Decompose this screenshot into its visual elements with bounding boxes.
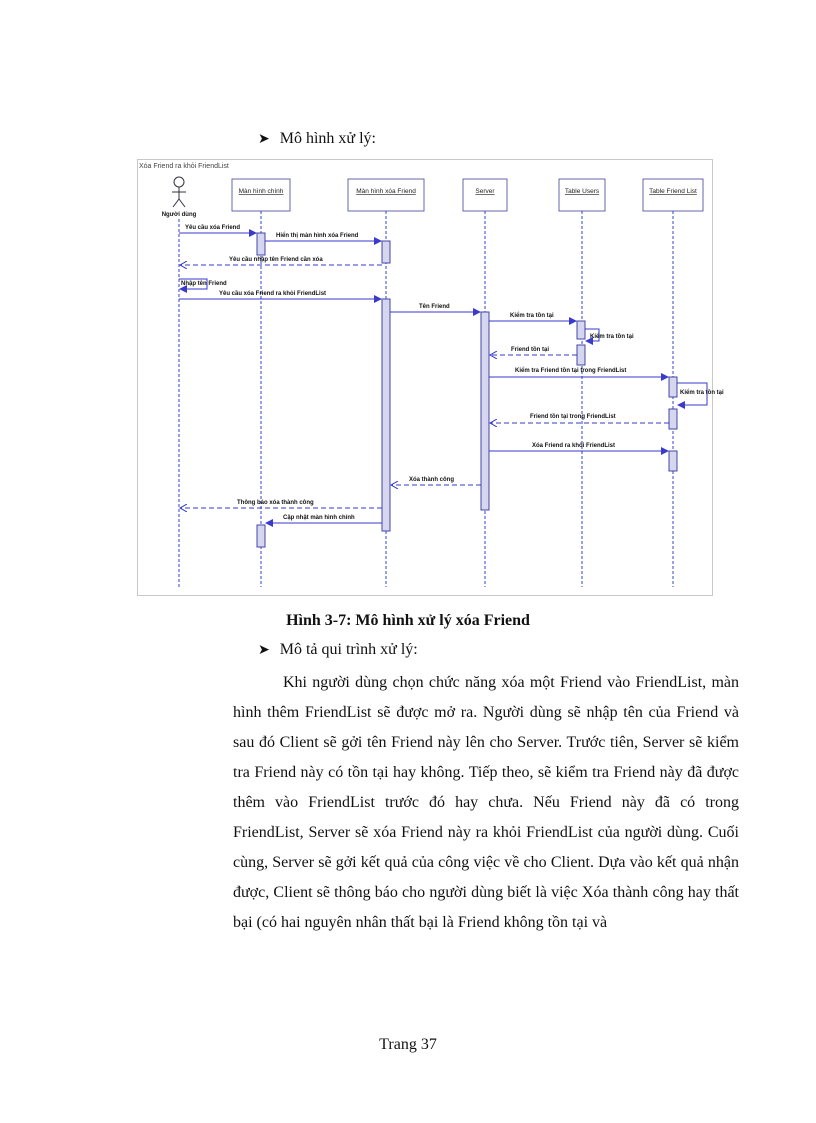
page-number: Trang 37 [379,1036,437,1053]
message-label-8: Kiểm tra tồn tại [590,334,634,340]
lifeline-label-table-users: Table Users [564,188,600,195]
section-heading-model [258,130,376,148]
arrow-bullet-icon: ➤ [258,642,270,658]
message-label-11: Kiểm tra tồn tại [680,390,724,396]
message-label-12: Friend tồn tại trong FriendList [530,414,616,420]
lifeline-box-server [463,179,507,211]
message-label-1: Yêu cầu xóa Friend [185,225,241,231]
lifeline-box-table-users [559,179,605,211]
message-label-2: Hiển thị màn hình xóa Friend [276,233,359,239]
activation-main-screen-1 [257,233,265,255]
activation-table-users-2 [577,345,585,365]
actor-label: Người dùng [161,212,197,218]
activation-table-users-1 [577,321,585,339]
lifeline-label-main-screen: Màn hình chính [238,188,284,195]
message-label-3: Yêu cầu nhập tên Friend cần xóa [229,257,323,263]
section-heading-description-text: Mô tả qui trình xử lý: [279,641,418,658]
activation-delete-screen-1 [382,241,390,263]
message-label-15: Thông báo xóa thành công [237,500,314,506]
lifeline-label-delete-screen: Màn hình xóa Friend [356,188,416,195]
message-label-16: Cập nhật màn hình chính [283,515,355,521]
actor-leg-right [179,199,185,207]
message-label-9: Friend tồn tại [511,347,549,353]
message-label-13: Xóa Friend ra khỏi FriendList [532,443,616,449]
actor-head-icon [174,177,184,187]
activation-delete-screen-2 [382,299,390,531]
lifeline-label-table-friendlist: Table Friend List [649,188,697,195]
activation-main-screen-2 [257,525,265,547]
message-label-5: Yêu cầu xóa Friend ra khỏi FriendList [219,291,327,297]
activation-table-friendlist-3 [669,451,677,471]
figure-caption: Hình 3-7: Mô hình xử lý xóa Friend [286,612,530,629]
message-label-10: Kiểm tra Friend tồn tại trong FriendList [515,368,627,374]
message-label-7: Kiểm tra tồn tại [510,313,554,319]
section-heading-model-text: Mô hình xử lý: [279,130,376,147]
message-label-6: Tên Friend [419,304,450,310]
actor-leg-left [173,199,179,207]
description-paragraph: Khi người dùng chọn chức năng xóa một Friend vào FriendList, màn hình thêm FriendList sẽ được mở ra. Người dùng sẽ nhập tên của Friend và sau đó Client sẽ gởi tên Friend này lên cho Server. Trước tiên, Server sẽ kiểm tra Friend này có tồn tại hay không. Tiếp theo, sẽ kiểm tra Friend này đã được thêm vào FriendList trước đó hay chưa. Nếu Friend này đã có trong FriendList, Server sẽ xóa Friend này ra khỏi FriendList của người dùng. Cuối cùng, Server sẽ gởi kết quả của công việc về cho Client. Dựa vào kết quả nhận được, Client sẽ thông báo cho người dùng biết là việc Xóa thành công hay thất bại (có hai nguyên nhân thất bại là Friend không tồn tại và [233,674,739,931]
activation-table-friendlist-2 [669,409,677,429]
sequence-diagram [137,159,724,597]
lifeline-label-server: Server [475,188,495,195]
arrow-bullet-icon: ➤ [258,131,270,147]
diagram-frame-title: Xóa Friend ra khỏi FriendList [139,163,229,170]
section-heading-description [258,641,418,659]
lifeline-box-main-screen [232,179,290,211]
actor-user [162,177,197,218]
activation-table-friendlist-1 [669,377,677,397]
message-label-4: Nhập tên Friend [181,281,227,287]
message-label-14: Xóa thành công [409,477,454,483]
lifeline-box-delete-screen [348,179,424,211]
activation-server [481,312,489,510]
lifeline-box-table-friendlist [643,179,703,211]
